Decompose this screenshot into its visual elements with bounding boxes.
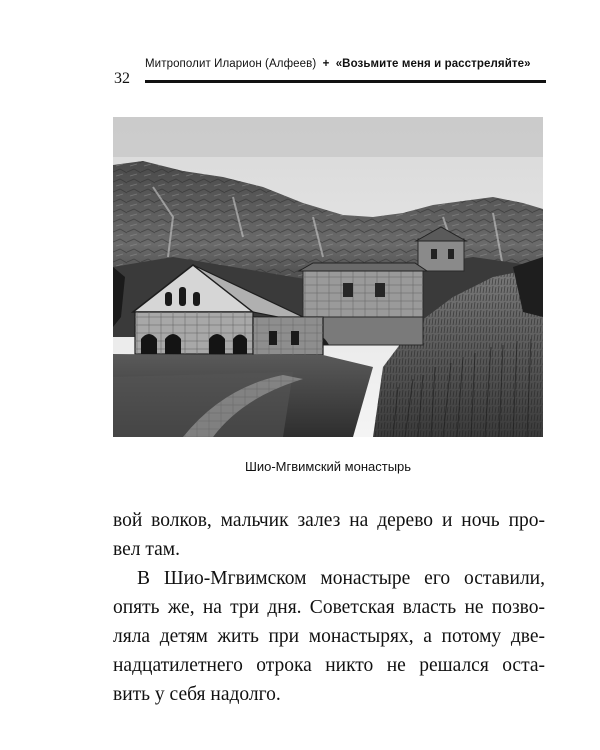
body-line: В Шио-Мгвимском монастыре его оставили, [137, 568, 545, 589]
monastery-photo [113, 117, 543, 437]
header-separator: + [322, 58, 330, 70]
body-line: вить у себя надолго. [113, 684, 281, 705]
running-header [145, 58, 545, 70]
header-rule [145, 80, 546, 83]
page-number: 32 [114, 70, 130, 87]
figure-caption: Шио-Мгвимский монастырь [244, 459, 412, 474]
header-book-title: «Возьмите меня и расстреляйте» [335, 58, 531, 70]
body-line: ляла детям жить при монастырях, а потому две- [113, 626, 545, 647]
body-text [113, 506, 545, 709]
body-line: опять же, на три дня. Советская власть не позво- [113, 597, 545, 618]
header-author: Митрополит Иларион (Алфеев) [145, 58, 317, 70]
body-line: вой волков, мальчик залез на дерево и ночь про- [113, 510, 545, 531]
body-line: надцатилетнего отрока никто не решался оста- [113, 655, 545, 676]
body-line: вел там. [113, 539, 180, 560]
